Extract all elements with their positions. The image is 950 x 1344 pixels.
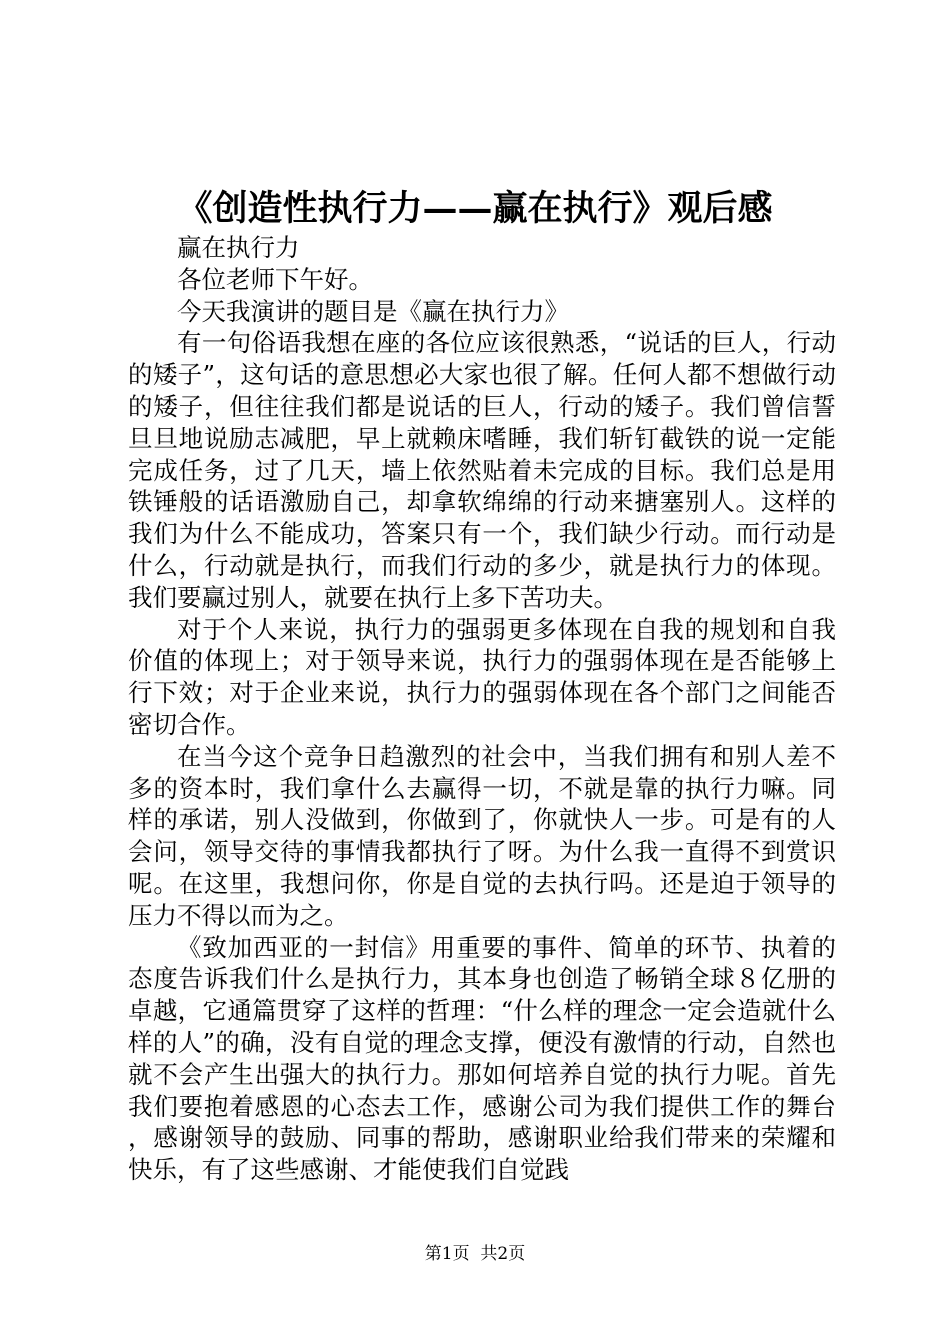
paragraph: 各位老师下午好。 — [177, 264, 373, 294]
document-title: 《创造性执行力——赢在执行》观后感 — [177, 188, 773, 229]
page-number-footer: 第1页 共2页 — [424, 1244, 526, 1264]
paragraph: 《致加西亚的一封信》用重要的事件、简单的环节、执着的态度告诉我们什么是执行力，其本身也创造了畅销全球８亿册的卓越，它通篇贯穿了这样的哲理：“什么样的理念一定会造就什么样的人”的确，没有自觉的理念支撑，便没有激情的行动，自然也就不会产生出强大的执行力。那如何培养自觉的执行力呢。首先我们要抱着感恩的心态去工作，感谢公司为我们提供工作的舞台，感谢领导的鼓励、同事的帮助，感谢职业给我们带来的荣耀和快乐，有了这些感谢、才能使我们自觉践 — [128, 932, 836, 1185]
paragraph: 赢在执行力 — [177, 233, 300, 262]
document-body — [128, 232, 836, 1186]
paragraph: 今天我演讲的题目是《赢在执行力》 — [177, 296, 569, 326]
paragraph: 在当今这个竞争日趋激烈的社会中，当我们拥有和别人差不多的资本时，我们拿什么去赢得一切，不就是靠的执行力嘛。同样的承诺，别人没做到，你做到了，你就快人一步。可是有的人会问，领导交待的事情我都执行了呀。为什么我一直得不到赏识呢。在这里，我想问你，你是自觉的去执行吗。还是迫于领导的压力不得以而为之。 — [128, 741, 836, 930]
paragraph: 有一句俗语我想在座的各位应该很熟悉，“说话的巨人，行动的矮子”，这句话的意思想必大家也很了解。任何人都不想做行动的矮子，但往往我们都是说话的巨人，行动的矮子。我们曾信誓旦旦地说励志减肥，早上就赖床嗜睡，我们斩钉截铁的说一定能完成任务，过了几天，墙上依然贴着未完成的目标。我们总是用铁锤般的话语激励自己，却拿软绵绵的行动来搪塞别人。这样的我们为什么不能成功，答案只有一个，我们缺少行动。而行动是什么，行动就是执行，而我们行动的多少，就是执行力的体现。我们要赢过别人，就要在执行上多下苦功夫。 — [128, 328, 836, 612]
paragraph: 对于个人来说，执行力的强弱更多体现在自我的规划和自我价值的体现上；对于领导来说，执行力的强弱体现在是否能够上行下效；对于企业来说，执行力的强弱体现在各个部门之间能否密切合作。 — [128, 614, 836, 739]
